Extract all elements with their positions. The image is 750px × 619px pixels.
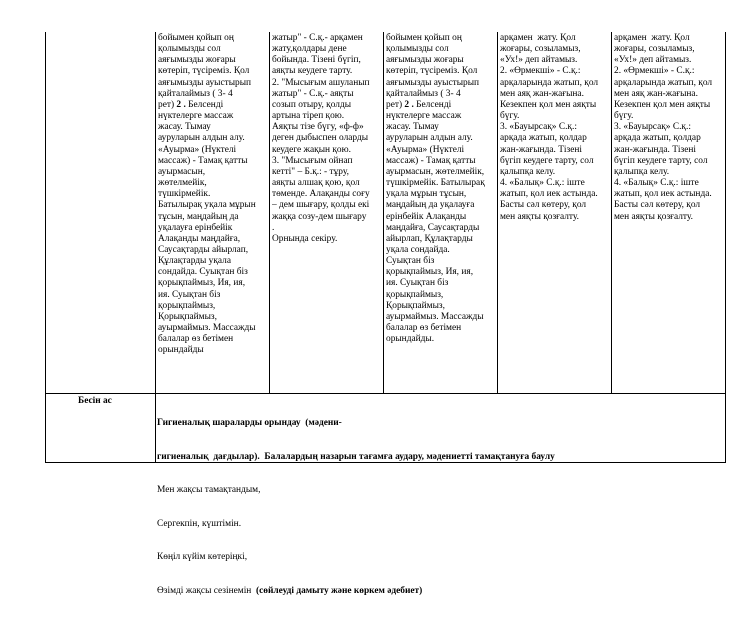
cell-line: жан-жағында. Тізені [500, 144, 583, 155]
cell-line: мен аяқты қозғалту. [614, 211, 693, 222]
table-border-col1 [155, 32, 156, 462]
cell-line: төменде. Алақанды соғу [272, 189, 370, 200]
cell-line: 2. «Өрмекші» - С.қ.: [500, 66, 581, 77]
cell-line: Кезекпен қол мен аяқты [614, 99, 711, 110]
cell-line: мен аяқ жан-жағына. [500, 88, 584, 99]
cell-line: жоғары, созыламыз, [614, 44, 695, 55]
cell-line: балалар өз бетімен [386, 323, 462, 334]
cell-line: жөтелмейік, [158, 178, 207, 189]
table-row-divider [45, 393, 726, 394]
cell-line: қорықпаймыз, [158, 300, 216, 311]
cell-line: бойымен қойып оң [386, 33, 462, 43]
cell-line: арқаларында жатып, қол [500, 77, 599, 88]
cell-line: жатыр" - С.қ.- аяқты [272, 88, 354, 99]
cell-line: массаж) - Тамақ қатты [158, 155, 248, 166]
lunch-line-6 [157, 586, 737, 597]
cell-line: уқала мұрын тұсын, [386, 189, 467, 200]
cell-line: Алақанды маңдайға, [158, 233, 241, 244]
cell-line: жоғары, созыламыз, [500, 44, 581, 55]
cell-line: Басты сәл көтеру, қол [500, 200, 587, 211]
cell-line: аяғымызды ауыстырып [158, 77, 252, 88]
lunch-line-1: Гигиеналық шараларды орындау (мәдени- [157, 418, 342, 429]
cell-line: аяғымызды жоғары [158, 55, 236, 66]
cell-col4 [500, 33, 610, 223]
cell-line: қорықпаймыз, Ия, ия, [158, 278, 246, 289]
cell-line: аяқты алшақ қою, қол [272, 178, 360, 189]
lunch-row-content [157, 396, 737, 619]
cell-line: бүгіп кеудеге тарту, сол [500, 155, 594, 166]
row-label-lunch: Бесін ас [78, 396, 112, 406]
cell-line: ауруларын алдын алу. [158, 133, 245, 144]
cell-line: көтеріп, түсіреміз. Қол [386, 66, 478, 77]
cell-line: аяғымызды жоғары [386, 55, 464, 66]
cell-line: аяқты кеудеге тарту. [272, 66, 353, 77]
cell-line: уқалауға ерінбейік [158, 222, 233, 233]
cell-line: Суықтан біз [386, 256, 435, 267]
cell-line: көтеріп, түсіреміз. Қол [158, 66, 250, 77]
cell-line: ия. Суықтан біз [158, 289, 221, 300]
cell-line: арқада жатып, қолдар [500, 133, 587, 144]
cell-line: аяғымызды ауыстырып [386, 77, 480, 88]
cell-line: жатып, қол иек астында. [614, 189, 712, 200]
cell-col1 [158, 33, 268, 357]
cell-col2 [272, 33, 382, 245]
cell-line-text: рет) [158, 99, 177, 110]
cell-line: массаж) - Тамақ қатты [386, 155, 476, 166]
cell-line-text: Белсенді [185, 99, 224, 110]
cell-line: арқамен жату. Қол [500, 33, 576, 43]
cell-line: қайталаймыз ( 3- 4 [158, 88, 233, 99]
cell-line: ауырмасын, [158, 166, 206, 177]
cell-line: Қорықпаймыз, [386, 300, 445, 311]
cell-line: арқамен жату. Қол [614, 33, 690, 43]
cell-line: түшкірмейік. [158, 189, 211, 200]
cell-line: бүгіп кеудеге тарту, сол [614, 155, 708, 166]
cell-line: кетті" – Б.қ.: - тұру, [272, 166, 349, 177]
cell-line: деген дыбыспен оларды [272, 133, 369, 144]
cell-line: қайталаймыз ( 3- 4 [386, 88, 461, 99]
cell-line: жаққа созу-дем шығару [272, 211, 367, 222]
cell-line: балалар өз бетімен [158, 334, 234, 345]
cell-line: жасау. Тымау [386, 122, 439, 133]
cell-line: мен аяқты қозғалту. [500, 211, 579, 222]
cell-line: уқала сондайда. [386, 244, 450, 255]
cell-line: . [272, 222, 275, 233]
cell-line: қорықпаймыз, [386, 289, 444, 300]
cell-line: Кезекпен қол мен аяқты [500, 99, 597, 110]
cell-line: ия. Суықтан біз [386, 278, 449, 289]
cell-line: қолымызды сол [158, 44, 221, 55]
cell-line: түшкірмейік. Батылырақ [386, 178, 485, 189]
cell-line: Құлақтарды уқала [158, 256, 232, 267]
cell-line: ауырмаймыз. Массажды [386, 311, 484, 322]
cell-line: бүгу. [614, 111, 634, 122]
cell-line: артына тіреп қою. [272, 111, 345, 122]
cell-line: «Ух!» деп айтамыз. [614, 55, 692, 66]
cell-line: 3. «Бауырсақ» С.қ.: [614, 122, 691, 133]
cell-line: тұсын, маңдайың да [158, 211, 239, 222]
cell-line: жан-жағында. Тізені [614, 144, 697, 155]
cell-line: мен аяқ жан-жағына. [614, 88, 698, 99]
cell-line: «Ауырма» (Нүктелі [158, 144, 237, 155]
cell-line: ауырмаймыз. Массажды [158, 323, 256, 334]
lunch-line-2: гигиеналық дағдылар). Балалардың назарын тағамға аудару, мәдениетті тамақтануға баулу [157, 451, 555, 462]
cell-line: жатыр" - С.қ.- арқамен [272, 33, 363, 43]
cell-line [386, 100, 496, 111]
cell-line-number: 2 . [176, 99, 186, 110]
cell-line: қалыпқа келу. [500, 166, 556, 177]
cell-line-text: рет) [386, 99, 405, 110]
cell-line: 3. "Мысығым ойнап [272, 155, 353, 166]
cell-line: нүктелерге массаж [158, 111, 234, 122]
table-border-col4 [497, 32, 498, 393]
cell-line: «Ауырма» (Нүктелі [386, 144, 465, 155]
cell-col5 [614, 33, 724, 223]
cell-col3 [386, 33, 496, 345]
cell-line: 3. «Бауырсақ» С.қ.: [500, 122, 577, 133]
table-border-left [45, 32, 46, 462]
cell-line: орындайды. [386, 334, 435, 345]
cell-line: Аяқты тізе бүгу, «ф-ф» [272, 122, 364, 133]
cell-line: арқада жатып, қолдар [614, 133, 701, 144]
cell-line: созып отыру, қолды [272, 99, 352, 110]
cell-line: 4. «Балық» С.қ.: іште [500, 178, 585, 189]
cell-line-text: Белсенді [413, 99, 452, 110]
table-border-col2 [269, 32, 270, 393]
lunch-line-3: Мен жақсы тамақтандым, [157, 485, 261, 496]
lunch-line-6-note: (сөйлеуді дамыту және көркем әдебиет) [256, 585, 423, 596]
cell-line: арқаларында жатып, қол [614, 77, 713, 88]
cell-line: қолымызды сол [386, 44, 449, 55]
cell-line-number: 2 . [404, 99, 414, 110]
cell-line: ерінбейік Алақанды [386, 211, 467, 222]
cell-line: – дем шығару, қолды екі [272, 200, 370, 211]
cell-line: бүгу. [500, 111, 520, 122]
cell-line: сондайда. Суықтан біз [158, 267, 248, 278]
cell-line: 2. "Мысығым ашуланып [272, 77, 370, 88]
cell-line: жату,қолдары дене [272, 44, 347, 55]
table-border-col5 [611, 32, 612, 393]
cell-line: орындайды [158, 345, 204, 356]
cell-line: жатып, қол иек астында. [500, 189, 598, 200]
cell-line: кеудеге жақын қою. [272, 144, 351, 155]
cell-line: Орнында секіру. [272, 233, 338, 244]
lunch-line-6-text: Өзімді жақсы сезінемін [157, 585, 257, 596]
lunch-line-4: Сергекпін, күштімін. [157, 518, 242, 529]
cell-line: «Ух!» деп айтамыз. [500, 55, 578, 66]
cell-line: жасау. Тымау [158, 122, 211, 133]
cell-line: маңдайға, Саусақтарды [386, 222, 480, 233]
cell-line: бойымен қойып оң [158, 33, 234, 43]
cell-line: ауырмасын, жөтелмейік, [386, 166, 485, 177]
cell-line: Қорықпаймыз, [158, 311, 217, 322]
cell-line: Батылырақ уқала мұрын [158, 200, 256, 211]
cell-line: ауруларын алдын алу. [386, 133, 473, 144]
cell-line: нүктелерге массаж [386, 111, 462, 122]
lunch-line-5: Көңіл күйім көтеріңкі, [157, 552, 248, 563]
cell-line: қорықпаймыз, Ия, ия, [386, 267, 474, 278]
cell-line: Саусақтарды айырлап, [158, 244, 249, 255]
cell-line: маңдайың да уқалауға [386, 200, 475, 211]
cell-line: бойында. Тізені бүгіп, [272, 55, 361, 66]
cell-line [158, 100, 268, 111]
cell-line: Басты сәл көтеру, қол [614, 200, 701, 211]
cell-line: 4. «Балық» С.қ.: іште [614, 178, 699, 189]
cell-line: 2. «Өрмекші» - С.қ.: [614, 66, 695, 77]
cell-line: қалыпқа келу. [614, 166, 670, 177]
table-border-col3 [383, 32, 384, 393]
cell-line: айырлап, Құлақтарды [386, 233, 473, 244]
